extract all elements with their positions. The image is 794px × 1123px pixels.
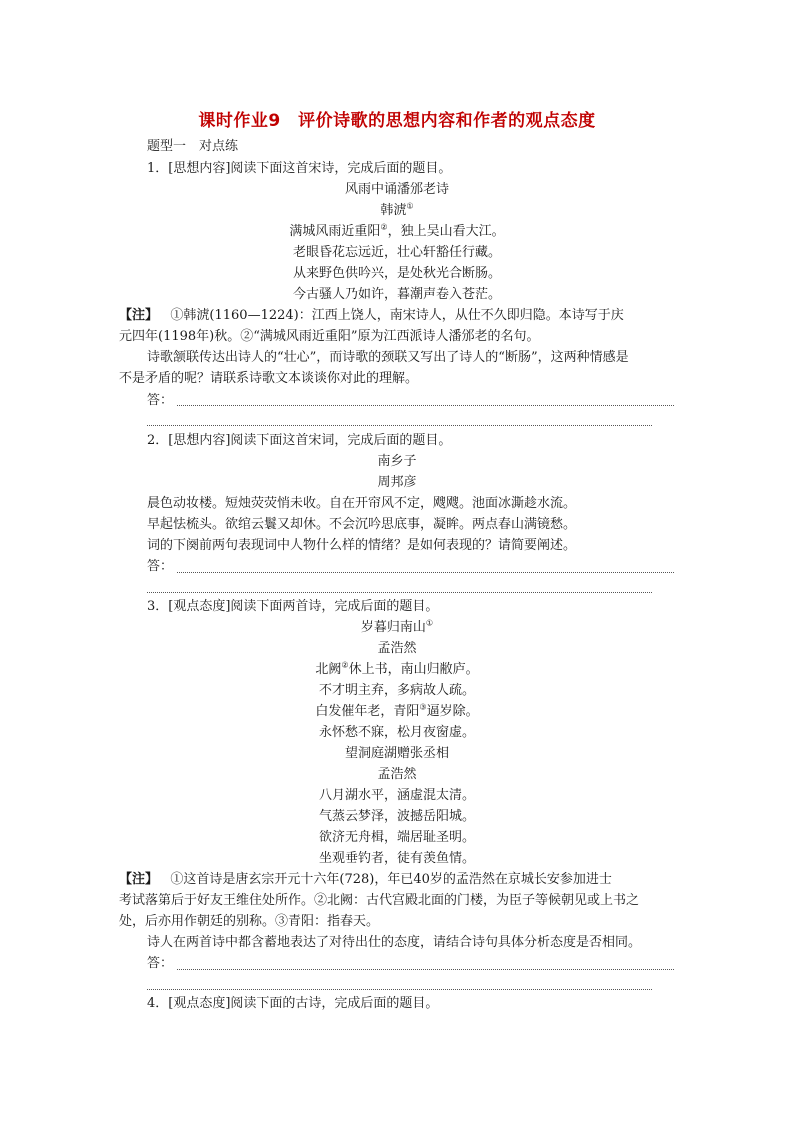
q2-answer-line[interactable]	[147, 592, 652, 593]
q1-question-cont: 不是矛盾的呢？请联系诗歌文本谈谈你对此的理解。	[119, 371, 419, 386]
q2-ci-line: 早起怯梳头。欲绾云鬟又却休。不会沉吟思底事，凝眸。两点春山满镜愁。	[147, 517, 577, 532]
section-heading: 题型一 对点练	[147, 139, 239, 154]
q3-poem1-line: 北阙②休上书，南山归敝庐。	[315, 660, 479, 677]
q3-poem2-line: 坐观垂钓者，徒有羡鱼情。	[318, 851, 475, 866]
q1-question: 诗歌颔联传达出诗人的“壮心”，而诗歌的颈联又写出了诗人的“断肠”，这两种情感是	[147, 350, 629, 365]
q1-poem-author: 韩淲①	[380, 201, 414, 218]
q3-prompt: 3．[观点态度]阅读下面两首诗，完成后面的题目。	[147, 599, 439, 614]
q3-poem1-author: 孟浩然	[377, 641, 417, 656]
q4-prompt: 4．[观点态度]阅读下面的古诗，完成后面的题目。	[147, 996, 439, 1011]
q3-poem1-line: 永怀愁不寐，松月夜窗虚。	[318, 725, 475, 740]
q3-question: 诗人在两首诗中都含蓄地表达了对待出仕的态度，请结合诗句具体分析态度是否相同。	[147, 935, 642, 950]
q1-poem-line: 从来野色供吟兴，是处秋光合断肠。	[292, 266, 501, 281]
q3-poem2-line: 八月湖水平，涵虚混太清。	[318, 788, 475, 803]
q1-answer-line[interactable]	[177, 405, 674, 406]
q3-answer-label: 答：	[147, 956, 174, 971]
q3-poem2-line: 欲济无舟楫，端居耻圣明。	[318, 830, 475, 845]
q1-poem-line: 今古骚人乃如许，暮潮声卷入苍茫。	[292, 287, 501, 302]
q2-poem-title: 南乡子	[377, 454, 417, 469]
q3-poem1-line: 不才明主弃，多病故人疏。	[318, 683, 475, 698]
q3-note: 【注】 ①这首诗是唐玄宗开元十六年(728)，年已40岁的孟浩然在京城长安参加进士	[119, 872, 612, 887]
q3-answer-line[interactable]	[177, 969, 674, 970]
q1-note: 【注】 ①韩淲(1160—1224)：江西上饶人，南宋诗人，从仕不久即归隐。本诗写于庆	[119, 308, 624, 323]
q1-prompt: 1．[思想内容]阅读下面这首宋诗，完成后面的题目。	[147, 161, 452, 176]
q3-poem2-title: 望洞庭湖赠张丞相	[344, 746, 449, 761]
q1-poem-line: 满城风雨近重阳②，独上吴山看大江。	[289, 222, 505, 239]
page-title: 课时作业9 评价诗歌的思想内容和作者的观点态度	[198, 111, 596, 131]
q3-answer-line[interactable]	[147, 989, 652, 990]
note-label: 【注】	[119, 308, 159, 323]
q2-ci-line: 晨色动妆楼。短烛荧荧悄未收。自在开帘风不定，飕飕。池面冰澌趁水流。	[147, 496, 577, 511]
q3-note-cont: 处，后亦用作朝廷的别称。③青阳：指春天。	[119, 914, 380, 929]
q2-prompt: 2．[思想内容]阅读下面这首宋词，完成后面的题目。	[147, 433, 452, 448]
q2-answer-label: 答：	[147, 559, 174, 574]
q2-answer-line[interactable]	[177, 572, 674, 573]
q2-question: 词的下阕前两句表现词中人物什么样的情绪？是如何表现的？请简要阐述。	[147, 538, 577, 553]
q2-poem-author: 周邦彦	[377, 475, 417, 490]
q3-poem1-line: 白发催年老，青阳③逼岁除。	[315, 702, 479, 719]
q1-note-cont: 元四年(1198年)秋。②“满城风雨近重阳”原为江西派诗人潘邠老的名句。	[119, 329, 540, 344]
q3-poem2-line: 气蒸云梦泽，波撼岳阳城。	[318, 809, 475, 824]
q3-poem1-title: 岁暮归南山①	[360, 618, 434, 635]
q1-poem-line: 老眼昏花忘远近，壮心轩豁任行藏。	[292, 245, 501, 260]
q1-answer-line[interactable]	[147, 425, 652, 426]
q1-poem-title: 风雨中诵潘邠老诗	[344, 182, 449, 197]
q3-poem2-author: 孟浩然	[377, 767, 417, 782]
q3-note-cont: 考试落第后于好友王维住处所作。②北阙：古代宫殿北面的门楼，为臣子等候朝见或上书之	[119, 893, 640, 908]
q1-answer-label: 答：	[147, 393, 174, 408]
note-label: 【注】	[119, 872, 159, 887]
